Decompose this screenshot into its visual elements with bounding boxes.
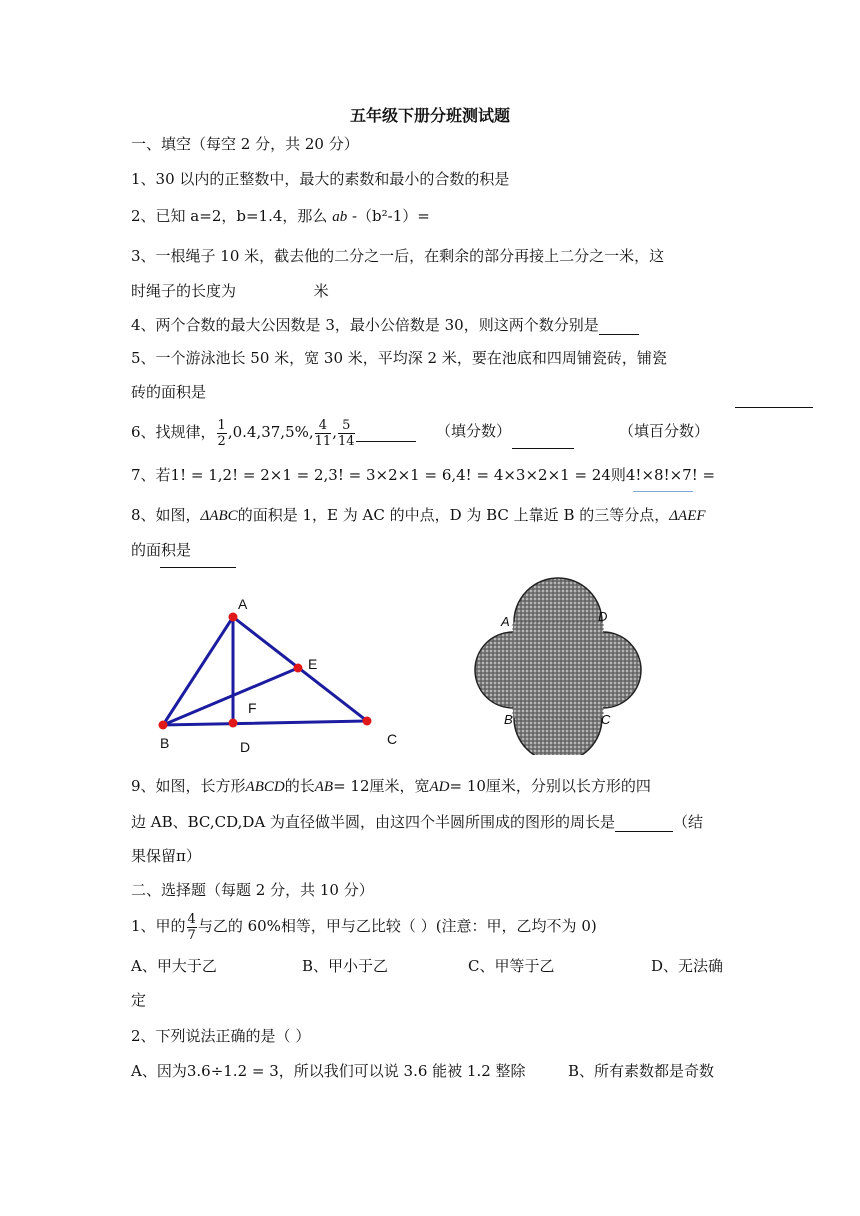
q2-suffix: -（b²-1）= <box>351 207 430 225</box>
question-2-2: 2、下列说法正确的是（ ） <box>131 1027 311 1045</box>
label-a: A <box>501 614 510 629</box>
q3-unit: 米 <box>313 282 329 300</box>
label-b: B <box>504 712 513 727</box>
label-c: C <box>387 731 398 747</box>
option-c[interactable]: C、甲等于乙 <box>468 957 555 975</box>
question-1-8-line1: 8、如图，ΔABC的面积是 1，E 为 AC 的中点，D 为 BC 上靠近 B 的三等分点，ΔAEF <box>131 506 706 524</box>
answer-blank[interactable] <box>633 491 693 492</box>
section2-heading: 二、选择题（每题 2 分，共 10 分） <box>131 881 374 899</box>
section1-heading: 一、填空（每空 2 分，共 20 分） <box>131 135 359 153</box>
question-1-5-line1: 5、一个游泳池长 50 米，宽 30 米，平均深 2 米，要在池底和四周铺瓷砖，铺瓷 <box>131 349 667 367</box>
answer-blank[interactable] <box>356 425 416 442</box>
question-1-9-line2: 边 AB、BC,CD,DA 为直径做半圆，由这四个半圆所围成的图形的周长是 （结 <box>131 813 704 831</box>
label-c: C <box>601 712 611 727</box>
question-1-3-line2 <box>131 281 329 301</box>
question-2-1: 1、甲的 $\frac{4}{7}$ 与乙的 60%相等，甲与乙比较（ ）(注意：甲，乙均不为 0) <box>131 911 597 943</box>
answer-blank[interactable] <box>599 318 639 335</box>
question-1-8-line2: 的面积是 <box>131 541 192 559</box>
option-d[interactable]: D、无法确 <box>651 957 724 975</box>
label-f: F <box>248 700 257 716</box>
page-title: 五年级下册分班测试题 <box>349 106 510 125</box>
question-1-6: 6、找规律， $\frac{1}{2}$ ,0.4,37,5%, $\frac{4}{11}$ , $\frac{5}{14}$ <box>131 414 416 450</box>
q2-prefix: 2、已知 a=2，b=1.4，那么 <box>131 207 328 225</box>
question-1-9-line1: 9、如图，长方形ABCD的长AB= 12厘米，宽AD= 10厘米，分别以长方形的四 <box>131 777 651 795</box>
question-1-1: 1、30 以内的正整数中，最大的素数和最小的合数的积是 <box>131 170 510 188</box>
label-d: D <box>598 609 608 624</box>
q3-text: 时绳子的长度为 <box>131 282 237 300</box>
question-1-9-line3: 果保留π） <box>131 847 201 865</box>
triangle-figure <box>150 590 410 760</box>
question-1-7: 7、若1! = 1,2! = 2×1 = 2,3! = 3×2×1 = 6,4! = 4×3×2×1 = 24则4!×8!×7! = <box>131 466 716 484</box>
answer-blank[interactable] <box>735 407 813 408</box>
question-1-2 <box>131 206 430 227</box>
fraction: $\frac{4}{7}$ <box>187 911 196 943</box>
q6-hint-fraction: （填分数） <box>436 422 512 440</box>
fraction: $\frac{4}{11}$ <box>314 417 332 449</box>
label-e: E <box>308 656 318 672</box>
question-1-3-line1: 3、一根绳子 10 米，截去他的二分之一后，在剩余的部分再接上二分之一米，这 <box>131 247 665 265</box>
option-a[interactable]: A、因为3.6÷1.2 = 3，所以我们可以说 3.6 能被 1.2 整除 <box>131 1062 526 1080</box>
option-b[interactable]: B、甲小于乙 <box>302 957 389 975</box>
q4-text: 4、两个合数的最大公因数是 3，最小公倍数是 30，则这两个数分别是 <box>131 316 599 334</box>
q6-prefix: 6、找规律， <box>131 423 216 441</box>
option-a[interactable]: A、甲大于乙 <box>131 957 217 975</box>
question-1-5-line2: 砖的面积是 <box>131 383 207 401</box>
label-d: D <box>240 739 251 755</box>
semicircle-figure <box>462 570 662 755</box>
fraction: $\frac{5}{14}$ <box>337 417 355 449</box>
q6-hint-percent: （填百分数） <box>619 422 710 440</box>
q2-expr: ab <box>332 209 348 225</box>
question-1-4 <box>131 315 639 335</box>
answer-blank[interactable] <box>615 815 673 832</box>
fraction: $\frac{1}{2}$ <box>217 417 226 449</box>
answer-blank[interactable] <box>512 448 574 449</box>
option-b[interactable]: B、所有素数都是奇数 <box>568 1062 715 1080</box>
label-a: A <box>238 596 248 612</box>
answer-blank[interactable] <box>241 285 309 301</box>
label-b: B <box>160 735 170 751</box>
answer-blank[interactable] <box>160 567 236 568</box>
q6-mid: ,0.4,37,5%, <box>227 423 314 441</box>
option-d-cont: 定 <box>131 991 147 1009</box>
